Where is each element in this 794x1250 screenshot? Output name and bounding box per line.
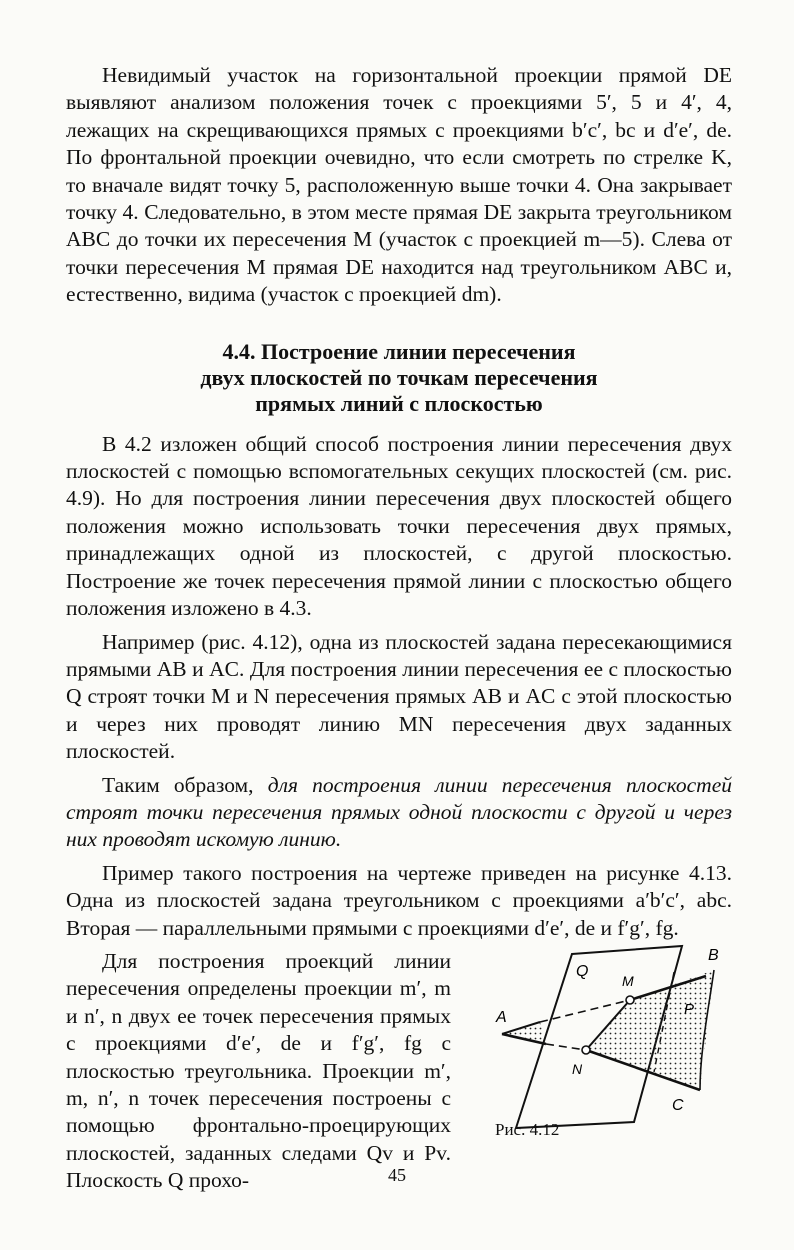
point-m <box>626 996 634 1004</box>
section-title-line-3: прямых линий с плоскостью <box>255 390 543 416</box>
section-title-line-2: двух плоскостей по точкам пересечения <box>200 364 598 390</box>
paragraph-4: Пример такого построения на чертеже приведен на рисунке 4.13. Одна из плоскостей задана треугольником с проекциями a′b′c′, abc. Вторая — параллельными прямыми с проекциями d′e′, de и f′g′, fg. <box>66 860 732 940</box>
figure-wrap-area <box>66 948 732 1195</box>
paragraph-5: Для построения проекций линии пересечения определены проекции m′, m и n′, n двух ее точек пересечения прямых с проекциями d′e′, de и f′g′, fg с плоскостью треугольника. Проекции m′, m, n′, n точек пересечения построены с помощью фронтально-проецирующих плоскостей, заданных следами Qv и Pv. Плоскость Q прохо- <box>66 948 451 1193</box>
label-p: P <box>684 1000 695 1018</box>
section-heading <box>66 339 732 417</box>
label-c: C <box>672 1096 684 1114</box>
label-a: A <box>496 1008 507 1026</box>
page-content <box>66 62 732 1195</box>
line-ac-hidden <box>546 1044 586 1050</box>
section-title-line-1: 4.4. Построение линии пересечения <box>222 338 576 364</box>
intro-paragraph: Невидимый участок на горизонтальной проекции прямой DE выявляют анализом положения точек с проекциями 5′, 5 и 4′, 4, лежащих на скрещивающихся прямых с проекциями b′c′, bc и d′e′, de. По фронтальной проекции очевидно, что если смотреть по стрелке K, то вначале видят точку 5, расположенную выше точки 4. Она закрывает точку 4. Следовательно, в этом месте прямая DE закрыта треугольником ABC до точки их пересечения M (участок с проекцией m—5). Слева от точки пересечения M прямая DE находится над треугольником ABC и, естественно, видима (участок с проекцией dm). <box>66 63 732 307</box>
paragraph-3-rule: для построения линии пересечения плоскостей строят точки пересечения прямых одной плоскости с другой и через них проводят искомую линию. <box>66 772 732 852</box>
label-q: Q <box>576 962 589 980</box>
paragraph-3 <box>66 772 732 854</box>
page-number: 45 <box>388 1165 406 1185</box>
paragraph-3-lead: Таким образом, <box>102 772 268 797</box>
paragraph-2: Например (рис. 4.12), одна из плоскостей задана пересекающимися прямыми AB и AC. Для построения линии пересечения ее с плоскостью Q строят точки M и N пересечения прямых AB и AC с этой плоскостью и через них проводят линию MN пересечения двух заданных плоскостей. <box>66 629 732 764</box>
label-b: B <box>708 946 719 964</box>
label-m: M <box>622 972 634 989</box>
shaded-region-left <box>502 1022 546 1044</box>
figure-caption: Рис. 4.12 <box>495 1120 560 1139</box>
label-n: N <box>572 1060 583 1077</box>
paragraph-1: В 4.2 изложен общий способ построения линии пересечения двух плоскостей с помощью вспомогательных секущих плоскостей (см. рис. 4.9). Но для построения линии пересечения двух плоскостей общего положения можно использовать точки пересечения двух прямых, принадлежащих одной из плоскостей, с другой плоскостью. Построение же точек пересечения прямой линии с плоскостью общего положения изложено в 4.3. <box>66 431 732 621</box>
point-n <box>582 1046 590 1054</box>
